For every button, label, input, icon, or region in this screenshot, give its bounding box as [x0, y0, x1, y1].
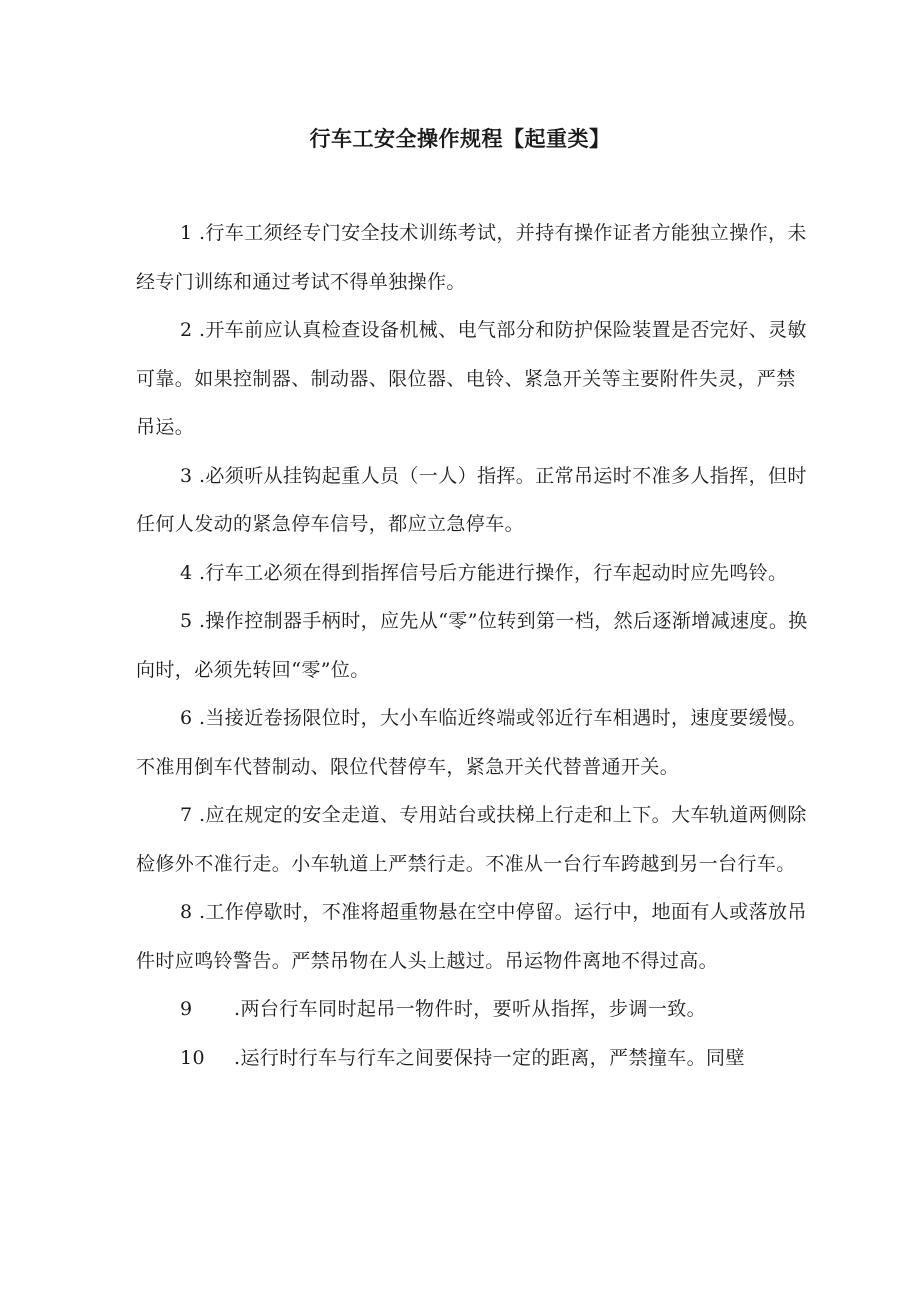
rule-number: 10 — [180, 1046, 205, 1069]
rule-item — [136, 1034, 812, 1083]
rule-item — [136, 888, 812, 985]
rule-item — [136, 549, 812, 598]
rule-number: 7 — [180, 804, 193, 826]
rule-text: .操作控制器手柄时，应先从“零”位转到第一档，然后逐渐增减速度。换向时，必须先转回“零”位。 — [136, 610, 808, 681]
rule-item — [136, 597, 812, 694]
rule-number: 3 — [180, 464, 193, 487]
rule-text: .两台行车同时起吊一物件时，要听从指挥，步调一致。 — [234, 998, 707, 1020]
rule-text: .当接近卷扬限位时，大小车临近终端或邻近行车相遇时，速度要缓慢。不准用倒车代替制动、限位代替停车，紧急开关代替普通开关。 — [136, 707, 807, 778]
rule-number: 5 — [180, 610, 193, 632]
rule-item — [136, 306, 812, 452]
rule-number: 1 — [180, 222, 193, 244]
rule-item — [136, 985, 812, 1034]
rule-number: 9 — [180, 998, 193, 1020]
rule-text: .开车前应认真检查设备机械、电气部分和防护保险装置是否完好、灵敏可靠。如果控制器、制动器、限位器、电铃、紧急开关等主要附件失灵，严禁吊运。 — [136, 319, 807, 438]
rule-text: .工作停歇时，不准将超重物悬在空中停留。运行中，地面有人或落放吊件时应鸣铃警告。严禁吊物在人头上越过。吊运物件离地不得过高。 — [136, 901, 807, 972]
rule-text: .行车工必须在得到指挥信号后方能进行操作，行车起动时应先鸣铃。 — [198, 561, 788, 584]
rule-item — [136, 791, 812, 888]
rules-list — [136, 209, 812, 1082]
rule-number: 4 — [180, 561, 193, 584]
rule-item — [136, 452, 812, 549]
rule-text: .必须听从挂钩起重人员（一人）指挥。正常吊运时不准多人指挥，但时任何人发动的紧急停车信号，都应立急停车。 — [136, 464, 807, 535]
rule-number: 8 — [180, 901, 193, 923]
rule-text: .行车工须经专门安全技术训练考试，并持有操作证者方能独立操作，未经专门训练和通过考试不得单独操作。 — [136, 222, 807, 293]
rule-number: 6 — [180, 707, 193, 729]
rule-number: 2 — [180, 319, 193, 341]
rule-item — [136, 209, 812, 306]
rule-text: .应在规定的安全走道、专用站台或扶梯上行走和上下。大车轨道两侧除检修外不准行走。小车轨道上严禁行走。不准从一台行车跨越到另一台行车。 — [136, 804, 807, 875]
document-title: 行车工安全操作规程【起重类】 — [309, 126, 611, 151]
rule-text: .运行时行车与行车之间要保持一定的距离，严禁撞车。同壁 — [234, 1046, 745, 1069]
rule-item — [136, 694, 812, 791]
